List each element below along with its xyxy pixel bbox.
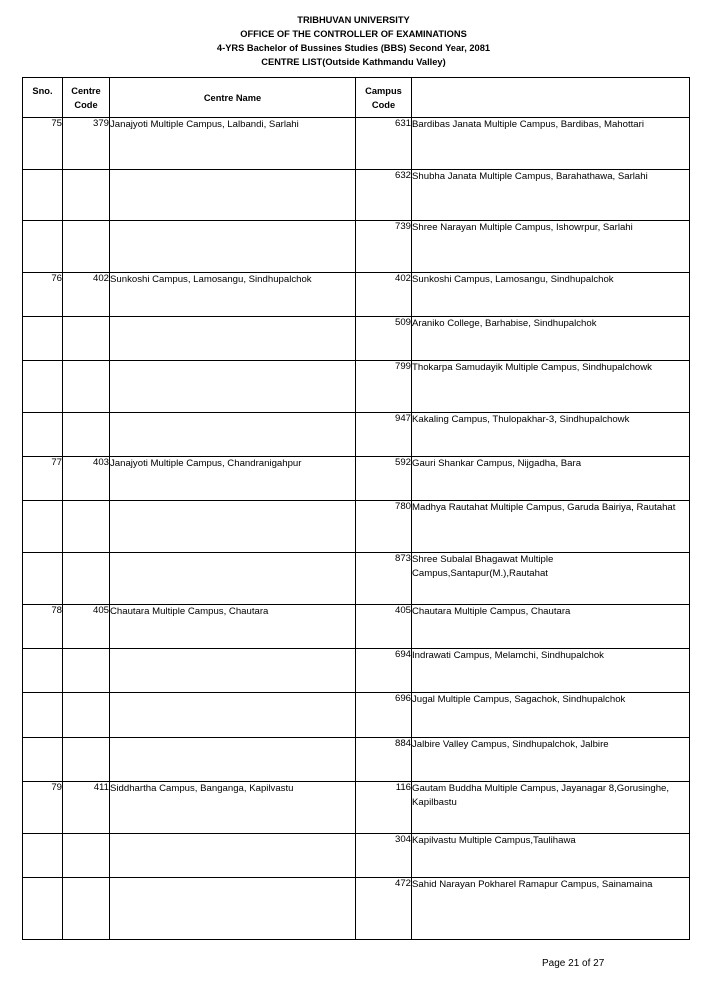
cell-sno [23, 361, 63, 413]
col-header-centre-name: Centre Name [110, 78, 356, 118]
page-number: Page 21 of 27 [542, 958, 605, 969]
cell-sno: 77 [23, 457, 63, 501]
cell-centre-code [63, 501, 110, 553]
table-row [23, 649, 690, 693]
table-row [23, 457, 690, 501]
cell-centre-name [110, 413, 356, 457]
cell-campus-name: Gautam Buddha Multiple Campus, Jayanagar 8,Gorusinghe, Kapilbastu [412, 782, 690, 834]
table-row [23, 170, 690, 221]
table-body [23, 118, 690, 940]
table-row [23, 273, 690, 317]
document-header [0, 13, 707, 69]
col-header-campus-name [412, 78, 690, 118]
table-row [23, 693, 690, 738]
table-header-row [23, 78, 690, 118]
cell-campus-name: Shree Subalal Bhagawat Multiple Campus,Santapur(M.),Rautahat [412, 553, 690, 605]
cell-campus-name: Kakaling Campus, Thulopakhar-3, Sindhupalchowk [412, 413, 690, 457]
cell-centre-name: Janajyoti Multiple Campus, Chandranigahpur [110, 457, 356, 501]
table-row [23, 782, 690, 834]
cell-campus-code: 947 [356, 413, 412, 457]
cell-centre-name: Chautara Multiple Campus, Chautara [110, 605, 356, 649]
cell-campus-name: Jugal Multiple Campus, Sagachok, Sindhupalchok [412, 693, 690, 738]
cell-centre-name [110, 693, 356, 738]
university-name: TRIBHUVAN UNIVERSITY [297, 15, 410, 25]
cell-centre-name [110, 317, 356, 361]
table-row [23, 738, 690, 782]
table-row [23, 221, 690, 273]
cell-campus-name: Thokarpa Samudayik Multiple Campus, Sindhupalchowk [412, 361, 690, 413]
cell-campus-name: Chautara Multiple Campus, Chautara [412, 605, 690, 649]
cell-sno [23, 170, 63, 221]
cell-campus-code: 304 [356, 834, 412, 878]
cell-campus-code: 873 [356, 553, 412, 605]
table-row [23, 361, 690, 413]
centre-list-table [22, 77, 690, 940]
cell-centre-code [63, 649, 110, 693]
cell-centre-name [110, 221, 356, 273]
cell-centre-name [110, 170, 356, 221]
cell-sno [23, 834, 63, 878]
cell-sno [23, 693, 63, 738]
table-row [23, 878, 690, 940]
cell-centre-code [63, 553, 110, 605]
cell-centre-name: Sunkoshi Campus, Lamosangu, Sindhupalchok [110, 273, 356, 317]
cell-campus-code: 696 [356, 693, 412, 738]
cell-centre-code [63, 361, 110, 413]
cell-centre-name [110, 361, 356, 413]
cell-campus-code: 780 [356, 501, 412, 553]
table-row [23, 413, 690, 457]
cell-sno [23, 221, 63, 273]
cell-centre-name [110, 738, 356, 782]
cell-centre-code [63, 738, 110, 782]
cell-sno: 76 [23, 273, 63, 317]
table-row [23, 605, 690, 649]
table-row [23, 834, 690, 878]
cell-campus-name: Sunkoshi Campus, Lamosangu, Sindhupalchok [412, 273, 690, 317]
cell-sno: 79 [23, 782, 63, 834]
cell-centre-name: Siddhartha Campus, Banganga, Kapilvastu [110, 782, 356, 834]
cell-sno [23, 738, 63, 782]
cell-centre-code [63, 170, 110, 221]
cell-campus-name: Shree Narayan Multiple Campus, Ishowrpur, Sarlahi [412, 221, 690, 273]
cell-centre-code: 379 [63, 118, 110, 170]
cell-centre-code [63, 317, 110, 361]
cell-campus-name: Araniko College, Barhabise, Sindhupalchok [412, 317, 690, 361]
table-row [23, 118, 690, 170]
cell-campus-code: 405 [356, 605, 412, 649]
cell-sno [23, 317, 63, 361]
cell-centre-name [110, 649, 356, 693]
cell-centre-code [63, 878, 110, 940]
cell-sno [23, 649, 63, 693]
cell-campus-name: Sahid Narayan Pokharel Ramapur Campus, Sainamaina [412, 878, 690, 940]
table-row [23, 317, 690, 361]
cell-campus-code: 799 [356, 361, 412, 413]
cell-sno: 75 [23, 118, 63, 170]
cell-centre-code: 405 [63, 605, 110, 649]
cell-campus-code: 739 [356, 221, 412, 273]
cell-sno [23, 413, 63, 457]
cell-centre-code: 402 [63, 273, 110, 317]
col-header-sno: Sno. [23, 78, 63, 118]
cell-campus-name: Madhya Rautahat Multiple Campus, Garuda Bairiya, Rautahat [412, 501, 690, 553]
cell-centre-name [110, 553, 356, 605]
cell-centre-code [63, 413, 110, 457]
cell-campus-code: 402 [356, 273, 412, 317]
cell-centre-name [110, 878, 356, 940]
cell-centre-name: Janajyoti Multiple Campus, Lalbandi, Sarlahi [110, 118, 356, 170]
cell-sno [23, 553, 63, 605]
cell-sno [23, 501, 63, 553]
office-name: OFFICE OF THE CONTROLLER OF EXAMINATIONS [240, 29, 467, 39]
list-title: CENTRE LIST(Outside Kathmandu Valley) [261, 57, 446, 67]
cell-centre-code: 411 [63, 782, 110, 834]
cell-campus-code: 116 [356, 782, 412, 834]
table-row [23, 553, 690, 605]
cell-campus-code: 592 [356, 457, 412, 501]
cell-sno [23, 878, 63, 940]
table-row [23, 501, 690, 553]
cell-campus-name: Indrawati Campus, Melamchi, Sindhupalchok [412, 649, 690, 693]
cell-centre-code [63, 834, 110, 878]
cell-campus-code: 631 [356, 118, 412, 170]
cell-centre-name [110, 501, 356, 553]
cell-campus-name: Shubha Janata Multiple Campus, Barahathawa, Sarlahi [412, 170, 690, 221]
cell-centre-name [110, 834, 356, 878]
cell-campus-name: Bardibas Janata Multiple Campus, Bardibas, Mahottari [412, 118, 690, 170]
cell-centre-code: 403 [63, 457, 110, 501]
cell-centre-code [63, 693, 110, 738]
cell-campus-code: 694 [356, 649, 412, 693]
cell-campus-code: 884 [356, 738, 412, 782]
cell-centre-code [63, 221, 110, 273]
cell-campus-code: 472 [356, 878, 412, 940]
cell-campus-code: 632 [356, 170, 412, 221]
col-header-centre-code: Centre Code [63, 78, 110, 118]
cell-campus-name: Jalbire Valley Campus, Sindhupalchok, Jalbire [412, 738, 690, 782]
cell-sno: 78 [23, 605, 63, 649]
col-header-campus-code: Campus Code [356, 78, 412, 118]
cell-campus-name: Kapilvastu Multiple Campus,Taulihawa [412, 834, 690, 878]
cell-campus-name: Gauri Shankar Campus, Nijgadha, Bara [412, 457, 690, 501]
cell-campus-code: 509 [356, 317, 412, 361]
program-title: 4-YRS Bachelor of Bussines Studies (BBS) Second Year, 2081 [216, 43, 491, 53]
